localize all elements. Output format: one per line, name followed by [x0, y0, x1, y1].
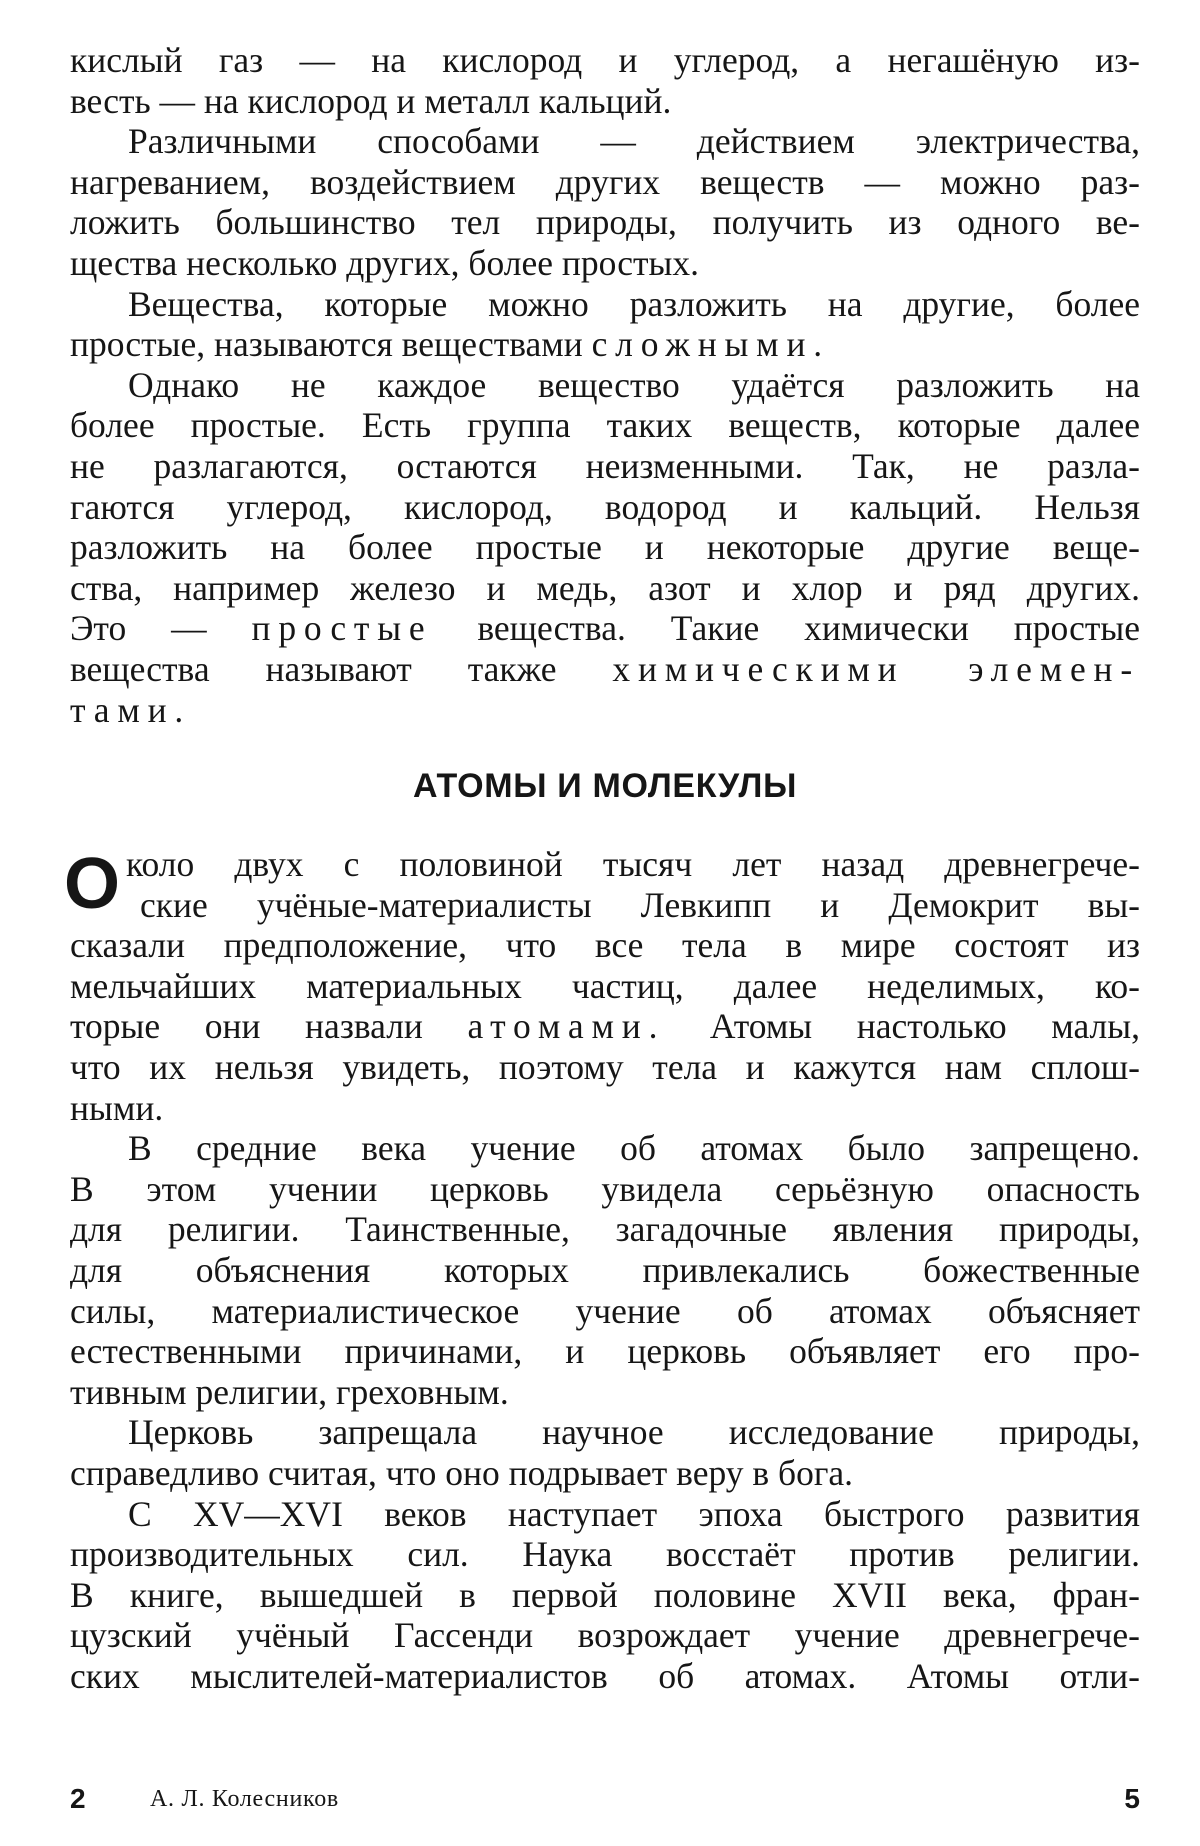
text-run: вещества. Такие химически простые [432, 608, 1141, 649]
spaced-term: сложными. [591, 324, 830, 365]
text-line [70, 1006, 1140, 1047]
text-line [70, 324, 1140, 365]
text-line: что их нельзя увидеть, поэтому тела и кажутся нам сплош- [70, 1047, 1140, 1088]
text-line: щества несколько других, более простых. [70, 242, 699, 283]
paragraph [70, 121, 1140, 283]
text-line [70, 649, 1140, 690]
text-line: В этом учении церковь увидела серьёзную опасность [70, 1168, 1140, 1209]
text-line: силы, материалистическое учение об атомах объясняет [70, 1290, 1140, 1331]
text-line: для объяснения которых привлекались божественные [70, 1250, 1140, 1291]
paragraph [70, 1128, 1140, 1412]
text-line: тивным религии, греховным. [70, 1371, 509, 1412]
text-run: Атомы настолько малы, [665, 1006, 1140, 1047]
page-number: 5 [1124, 1783, 1140, 1814]
text-line: мельчайших материальных частиц, далее неделимых, ко- [70, 965, 1140, 1006]
text-line: Однако не каждое вещество удаётся разложить на [128, 364, 1140, 405]
text-line: разложить на более простые и некоторые другие веще- [70, 527, 1140, 568]
page-footer [70, 1782, 1140, 1816]
paragraph [70, 284, 1140, 365]
text-line: естественными причинами, и церковь объявляет его про- [70, 1331, 1140, 1372]
text-run: торые они назвали [70, 1006, 468, 1047]
spaced-term: атомами. [467, 1006, 666, 1047]
section-heading: АТОМЫ И МОЛЕКУЛЫ [412, 767, 798, 806]
text-line: ложить большинство тел природы, получить из одного ве- [70, 202, 1140, 243]
text-line: гаются углерод, кислород, водород и кальций. Нельзя [70, 486, 1140, 527]
signature-mark: 2 [70, 1783, 86, 1814]
text-line: нагреванием, воздействием других веществ — можно раз- [70, 161, 1140, 202]
text-line: Церковь запрещала научное исследование природы, [128, 1412, 1140, 1453]
spaced-term: химическими элемен- [612, 648, 1141, 689]
text-line: цузский учёный Гассенди возрождает учение древнегрече- [70, 1615, 1140, 1656]
footer-author: А. Л. Колесников [150, 1786, 339, 1812]
text-line: ства, например железо и медь, азот и хлор и ряд других. [70, 567, 1140, 608]
text-line: кислый газ — на кислород и углерод, а негашёную из- [70, 40, 1140, 80]
text-line: сказали предположение, что все тела в мире состоят из [70, 925, 1140, 966]
text-line: Вещества, которые можно разложить на другие, более [128, 283, 1140, 324]
text-run: Это — [70, 608, 252, 649]
text-line: для религии. Таинственные, загадочные явления природы, [70, 1209, 1140, 1250]
page-body [64, 40, 1141, 1697]
text-line: ными. [70, 1087, 164, 1128]
text-line: Различными способами — действием электричества, [128, 121, 1140, 162]
text-line: более простые. Есть группа таких веществ, которые далее [70, 405, 1140, 446]
text-line: ские учёные-материалисты Левкипп и Демокрит вы- [140, 884, 1140, 925]
text-run: вещества называют также [70, 648, 613, 689]
text-line: весть — на кислород и металл кальций. [70, 80, 672, 121]
text-run: простые, называются веществами [70, 324, 592, 365]
paragraph [70, 365, 1140, 730]
paragraph [70, 1494, 1140, 1697]
text-line [70, 608, 1140, 649]
text-line: В книге, вышедшей в первой половине XVII века, фран- [70, 1574, 1140, 1615]
drop-cap: О [64, 844, 121, 925]
text-line: ских мыслителей-материалистов об атомах. Атомы отли- [70, 1655, 1140, 1696]
paragraph [70, 1412, 1140, 1493]
paragraph [70, 40, 1140, 121]
text-line: С XV—XVI веков наступает эпоха быстрого развития [128, 1493, 1140, 1534]
paragraph [64, 844, 1140, 1128]
text-line: производительных сил. Наука восстаёт против религии. [70, 1534, 1140, 1575]
text-line: коло двух с половиной тысяч лет назад древнегрече- [126, 844, 1140, 885]
text-line: В средние века учение об атомах было запрещено. [128, 1128, 1140, 1169]
text-line: тами. [70, 689, 192, 730]
text-line: не разлагаются, остаются неизменными. Так, не разла- [70, 445, 1140, 486]
spaced-term: простые [251, 608, 433, 649]
text-line: справедливо считая, что оно подрывает веру в бога. [70, 1453, 854, 1493]
